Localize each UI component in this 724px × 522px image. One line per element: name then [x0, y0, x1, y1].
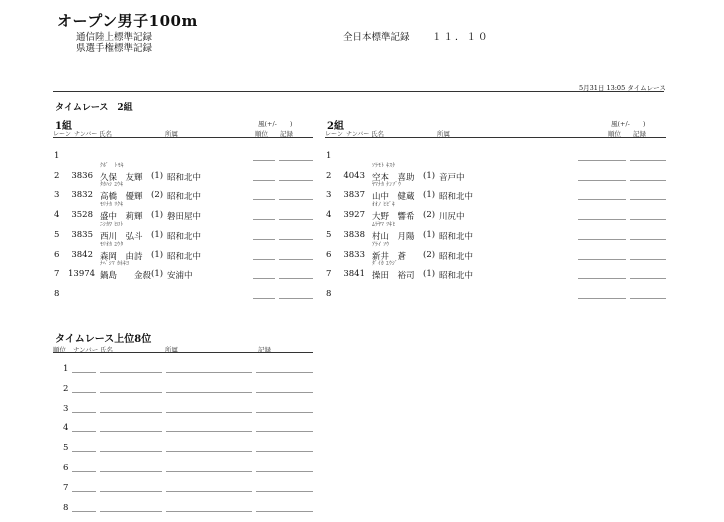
entry-lane: 7 — [54, 269, 60, 280]
top8-number-blank[interactable] — [72, 431, 96, 432]
col-header-team: 所属 — [165, 130, 178, 138]
record-blank[interactable] — [279, 160, 313, 161]
date-time: 5月31日 13:05 タイムレース — [579, 84, 666, 92]
record-blank[interactable] — [630, 160, 666, 161]
heat-header-rule — [325, 137, 666, 138]
top8-name-blank[interactable] — [100, 491, 162, 492]
col-header-team: 所属 — [437, 130, 450, 138]
entry-team: 昭和北中 — [439, 231, 474, 242]
record-blank[interactable] — [279, 219, 313, 220]
top8-rank: 1 — [63, 364, 69, 374]
entry-team: 磐田屋中 — [167, 212, 202, 223]
entry-lane: 3 — [54, 190, 60, 201]
record-blank[interactable] — [630, 298, 666, 299]
entry-kana: ｵｵﾉ ﾋﾋﾞｷ — [372, 202, 396, 209]
entry-lane: 1 — [54, 151, 60, 161]
entry-name: 西川 弘斗 — [100, 231, 143, 242]
entry-kana: ﾑﾗﾔﾏ ﾂｷﾋ — [372, 221, 396, 228]
top8-name-blank[interactable] — [100, 471, 162, 472]
entry-team: 音戸中 — [439, 172, 465, 183]
entry-team: 昭和北中 — [167, 231, 202, 242]
col-header-number: ナンバー — [346, 131, 370, 138]
top8-number-blank[interactable] — [72, 451, 96, 452]
col-header-record: 記録 — [633, 130, 646, 138]
place-blank[interactable] — [253, 278, 275, 279]
heat-title: 1組 — [55, 121, 72, 132]
heat-header-rule — [53, 137, 313, 138]
entry-name: 空本 喜助 — [372, 172, 415, 183]
top8-number-blank[interactable] — [72, 412, 96, 413]
top8-record-blank[interactable] — [256, 511, 313, 512]
top8-name-blank[interactable] — [100, 412, 162, 413]
entry-name: 森岡 由詩 — [100, 251, 143, 262]
place-blank[interactable] — [578, 298, 626, 299]
entry-lane: 6 — [54, 249, 60, 260]
top8-title: タイムレース上位8位 — [55, 334, 152, 345]
top8-rank: 5 — [63, 443, 69, 454]
place-blank[interactable] — [578, 180, 626, 181]
entry-number: 3836 — [71, 170, 93, 181]
record-blank[interactable] — [279, 259, 313, 260]
record-blank[interactable] — [630, 278, 666, 279]
entry-grade: (1) — [151, 269, 164, 280]
entry-number: 4043 — [343, 170, 365, 181]
entry-lane: 3 — [326, 190, 332, 201]
top8-team-blank[interactable] — [166, 491, 252, 492]
top8-record-blank[interactable] — [256, 491, 313, 492]
top8-name-blank[interactable] — [100, 431, 162, 432]
place-blank[interactable] — [578, 219, 626, 220]
entry-lane: 5 — [54, 229, 60, 240]
entry-lane: 2 — [326, 170, 332, 181]
entry-kana: ﾀｶﾊｼ ﾕｳｷ — [100, 182, 124, 189]
top8-name-blank[interactable] — [100, 392, 162, 393]
national-record-value: １１．１０ — [432, 32, 490, 43]
place-blank[interactable] — [578, 278, 626, 279]
wind-label: 風(+/- ) — [258, 120, 293, 128]
entry-number: 3841 — [343, 269, 365, 280]
entry-number: 3835 — [71, 229, 93, 240]
entry-grade: (1) — [151, 170, 164, 181]
entry-grade: (1) — [151, 229, 164, 240]
entry-name: 大野 響希 — [372, 212, 415, 223]
record-line-1: 通信陸上標準記録 — [76, 32, 153, 43]
col-header-lane: レーン — [325, 131, 343, 138]
record-blank[interactable] — [279, 239, 313, 240]
entry-kana: ｿﾗﾓﾄ ｷｽｹ — [372, 162, 396, 169]
entry-lane: 4 — [326, 210, 332, 221]
place-blank[interactable] — [253, 298, 275, 299]
entry-number: 3842 — [71, 249, 93, 260]
place-blank[interactable] — [253, 180, 275, 181]
top8-number-blank[interactable] — [72, 372, 96, 373]
top8-name-blank[interactable] — [100, 451, 162, 452]
entry-kana: ﾀﾞｲｶ ﾕｳｼﾞ — [372, 261, 398, 268]
entry-grade: (1) — [423, 229, 436, 240]
record-blank[interactable] — [630, 219, 666, 220]
entry-kana: ｸﾎﾞ ﾄﾓｷ — [100, 162, 124, 169]
top8-rank: 7 — [63, 482, 69, 493]
entry-team: 昭和北中 — [439, 192, 474, 203]
place-blank[interactable] — [253, 239, 275, 240]
entry-grade: (1) — [423, 190, 436, 201]
top8-rank: 2 — [63, 383, 69, 394]
top8-header-name: 氏名 — [100, 346, 113, 354]
entry-team: 安浦中 — [167, 271, 193, 282]
top8-header-record: 記録 — [258, 346, 271, 354]
entry-name: 山中 健蔵 — [372, 192, 415, 203]
entry-name: 村山 月陽 — [372, 231, 415, 242]
record-line-2: 県選手権標準記録 — [76, 43, 153, 54]
entry-team: 川尻中 — [439, 212, 465, 223]
place-blank[interactable] — [253, 259, 275, 260]
place-blank[interactable] — [578, 199, 626, 200]
col-header-number: ナンバー — [74, 131, 98, 138]
entry-team: 昭和北中 — [167, 172, 202, 183]
entry-grade: (1) — [423, 269, 436, 280]
entry-number: 3833 — [343, 249, 365, 260]
top8-record-blank[interactable] — [256, 431, 313, 432]
top8-rank: 8 — [63, 502, 69, 513]
entry-number: 13974 — [68, 269, 96, 280]
entry-team: 昭和北中 — [439, 251, 474, 262]
top8-team-blank[interactable] — [166, 511, 252, 512]
entry-grade: (2) — [423, 210, 436, 221]
top8-number-blank[interactable] — [72, 471, 96, 472]
entry-lane: 1 — [326, 151, 332, 161]
top8-team-blank[interactable] — [166, 412, 252, 413]
entry-lane: 2 — [54, 170, 60, 181]
top8-team-blank[interactable] — [166, 372, 252, 373]
record-blank[interactable] — [279, 199, 313, 200]
entry-kana: ﾆｼｶﾜ ﾋﾛﾄ — [100, 221, 124, 228]
record-blank[interactable] — [279, 298, 313, 299]
entry-lane: 8 — [326, 288, 332, 299]
col-header-place: 順位 — [608, 130, 621, 138]
national-record-label: 全日本標準記録 — [343, 32, 410, 43]
top8-number-blank[interactable] — [72, 491, 96, 492]
entry-kana: ﾅﾍﾞｼﾏ ｶﾈｷﾖ — [100, 261, 130, 268]
col-header-name: 氏名 — [99, 130, 112, 138]
entry-lane: 5 — [326, 229, 332, 240]
top8-header-place: 順位 — [53, 346, 66, 354]
top8-header-rule — [53, 352, 313, 353]
top8-team-blank[interactable] — [166, 431, 252, 432]
top8-team-blank[interactable] — [166, 392, 252, 393]
place-blank[interactable] — [253, 199, 275, 200]
entry-name: 鍋島 金殺 — [100, 271, 152, 282]
top8-rank: 6 — [63, 463, 69, 473]
place-blank[interactable] — [578, 239, 626, 240]
place-blank[interactable] — [578, 160, 626, 161]
entry-name: 盛中 莉輝 — [100, 212, 143, 223]
event-title: オープン男子100m — [57, 12, 198, 30]
entry-grade: (2) — [151, 190, 164, 201]
entry-number: 3832 — [71, 190, 93, 201]
entry-team: 昭和北中 — [167, 251, 202, 262]
entry-lane: 8 — [54, 288, 60, 299]
section-title: タイムレース 2組 — [55, 103, 133, 113]
entry-name: 新井 蒼 — [372, 251, 407, 262]
entry-number: 3838 — [343, 229, 365, 240]
top8-team-blank[interactable] — [166, 471, 252, 472]
place-blank[interactable] — [253, 219, 275, 220]
col-header-place: 順位 — [255, 130, 268, 138]
col-header-record: 記録 — [280, 130, 293, 138]
entry-number: 3528 — [71, 210, 93, 221]
record-blank[interactable] — [279, 278, 313, 279]
place-blank[interactable] — [253, 160, 275, 161]
record-blank[interactable] — [279, 180, 313, 181]
top8-header-number: ナンバー — [73, 346, 99, 354]
top8-number-blank[interactable] — [72, 392, 96, 393]
place-blank[interactable] — [578, 259, 626, 260]
entry-kana: ﾓﾘｵｶ ﾕｳﾀ — [100, 241, 124, 248]
entry-lane: 7 — [326, 269, 332, 280]
entry-grade: (2) — [423, 249, 436, 260]
entry-grade: (1) — [151, 210, 164, 221]
entry-number: 3927 — [343, 210, 365, 221]
record-blank[interactable] — [630, 199, 666, 200]
entry-grade: (1) — [151, 249, 164, 260]
entry-kana: ﾔﾏﾅｶ ｹﾝｿﾞｳ — [372, 182, 402, 189]
entry-lane: 6 — [326, 249, 332, 260]
top8-rank: 3 — [63, 403, 69, 414]
top8-header-team: 所属 — [165, 346, 178, 354]
top8-number-blank[interactable] — [72, 511, 96, 512]
record-blank[interactable] — [630, 180, 666, 181]
wind-label: 風(+/- ) — [611, 120, 646, 128]
record-blank[interactable] — [630, 259, 666, 260]
entry-name: 高橋 優輝 — [100, 192, 143, 203]
top8-rank: 4 — [63, 423, 69, 434]
col-header-name: 氏名 — [371, 130, 384, 138]
top8-name-blank[interactable] — [100, 372, 162, 373]
record-blank[interactable] — [630, 239, 666, 240]
top8-record-blank[interactable] — [256, 412, 313, 413]
top8-record-blank[interactable] — [256, 392, 313, 393]
entry-grade: (1) — [423, 170, 436, 181]
entry-team: 昭和北中 — [439, 271, 474, 282]
entry-kana: ﾓﾘﾅｶ ﾘｸｷ — [100, 202, 124, 209]
entry-name: 操田 裕司 — [372, 271, 415, 282]
heat-title: 2組 — [327, 121, 344, 132]
entry-name: 久保 友輝 — [100, 172, 143, 183]
top8-record-blank[interactable] — [256, 451, 313, 452]
col-header-lane: レーン — [53, 131, 71, 138]
header-rule — [53, 91, 664, 92]
top8-name-blank[interactable] — [100, 511, 162, 512]
top8-record-blank[interactable] — [256, 372, 313, 373]
entry-number: 3837 — [343, 190, 365, 201]
top8-team-blank[interactable] — [166, 451, 252, 452]
entry-lane: 4 — [54, 210, 60, 221]
top8-record-blank[interactable] — [256, 471, 313, 472]
entry-team: 昭和北中 — [167, 192, 202, 203]
entry-kana: ｱﾗｲ ｿｳ — [372, 241, 390, 248]
